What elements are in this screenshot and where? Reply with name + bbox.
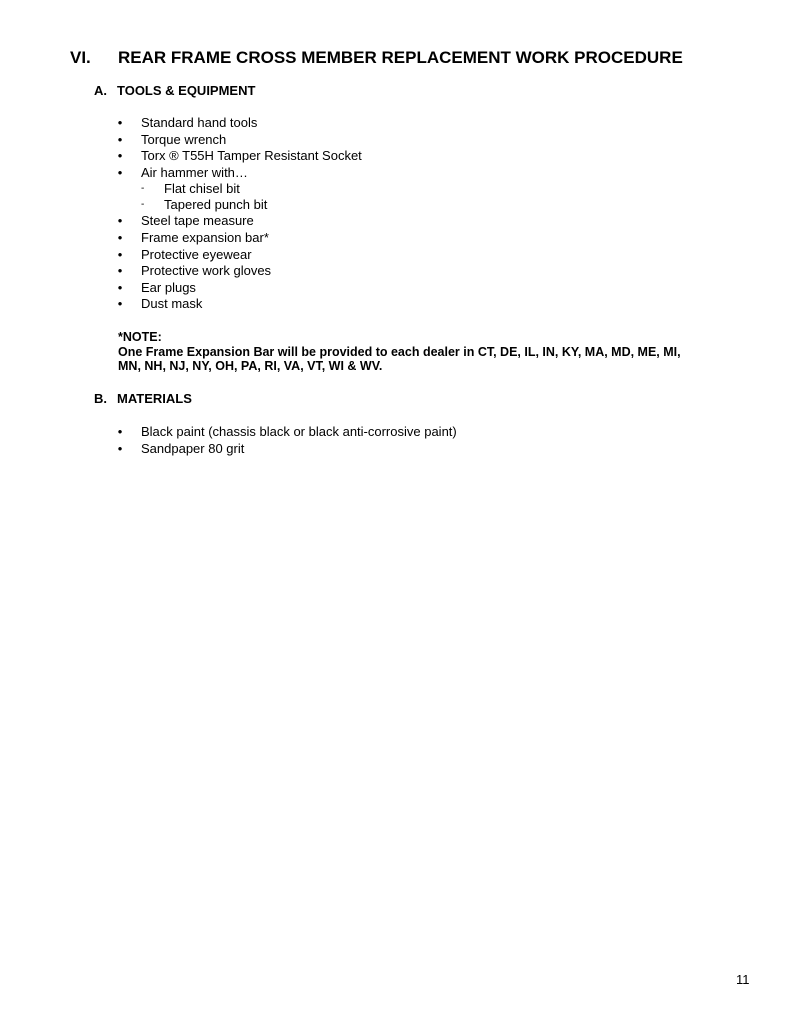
note-text: One Frame Expansion Bar will be provided to each dealer in CT, DE, IL, IN, KY, MA, MD, ME, MI, MN, NH, NJ, NY, OH, PA, RI, VA, VT, WI & WV.: [118, 344, 681, 373]
materials-title: MATERIALS: [117, 391, 192, 406]
bullet-icon: •: [117, 296, 123, 312]
bullet-icon: •: [117, 279, 123, 295]
note-label: *NOTE:: [118, 330, 162, 344]
list-item: • Dust mask: [115, 296, 362, 313]
bullet-icon: •: [117, 229, 123, 245]
dash-icon: -: [141, 199, 145, 211]
sub-list-item: - Tapered punch bit: [141, 197, 268, 213]
bullet-icon: •: [117, 424, 123, 439]
list-item: • Protective work gloves: [115, 263, 362, 280]
list-item: • Steel tape measure: [115, 213, 362, 230]
bullet-icon: •: [117, 131, 123, 147]
bullet-icon: •: [117, 164, 123, 180]
tools-title: TOOLS & EQUIPMENT: [117, 83, 256, 98]
page-number: 11: [736, 972, 750, 987]
section-number: VI.: [70, 48, 91, 67]
bullet-icon: •: [117, 246, 123, 262]
materials-letter: B.: [94, 391, 107, 406]
bullet-icon: •: [117, 115, 123, 130]
tools-letter: A.: [94, 83, 107, 98]
list-item: • Ear plugs: [115, 280, 362, 297]
tools-heading: [94, 83, 255, 99]
list-item: • Protective eyewear: [115, 247, 362, 264]
list-item: • Standard hand tools: [115, 115, 362, 132]
bullet-icon: •: [117, 263, 123, 279]
section-heading: [70, 47, 683, 69]
materials-list: [115, 424, 457, 457]
list-item: • Frame expansion bar*: [115, 230, 362, 247]
section-title-text: REAR FRAME CROSS MEMBER REPLACEMENT WORK PROCEDURE: [118, 48, 683, 67]
list-item: • Black paint (chassis black or black anti-corrosive paint): [115, 424, 457, 441]
bullet-icon: •: [117, 148, 123, 164]
note-block: [118, 330, 758, 374]
list-item: • Sandpaper 80 grit: [115, 441, 457, 458]
air-hammer-sublist: [141, 181, 362, 213]
bullet-icon: •: [117, 213, 123, 229]
tools-list: [115, 115, 362, 313]
bullet-icon: •: [117, 440, 123, 456]
materials-heading: [94, 391, 192, 407]
list-item: • Torque wrench: [115, 132, 362, 149]
sub-list-item: - Flat chisel bit: [141, 181, 240, 197]
list-item: • Air hammer with… - Flat chisel bit - Tapered punch bit: [115, 165, 362, 214]
list-item: • Torx ® T55H Tamper Resistant Socket: [115, 148, 362, 165]
dash-icon: -: [141, 183, 145, 195]
